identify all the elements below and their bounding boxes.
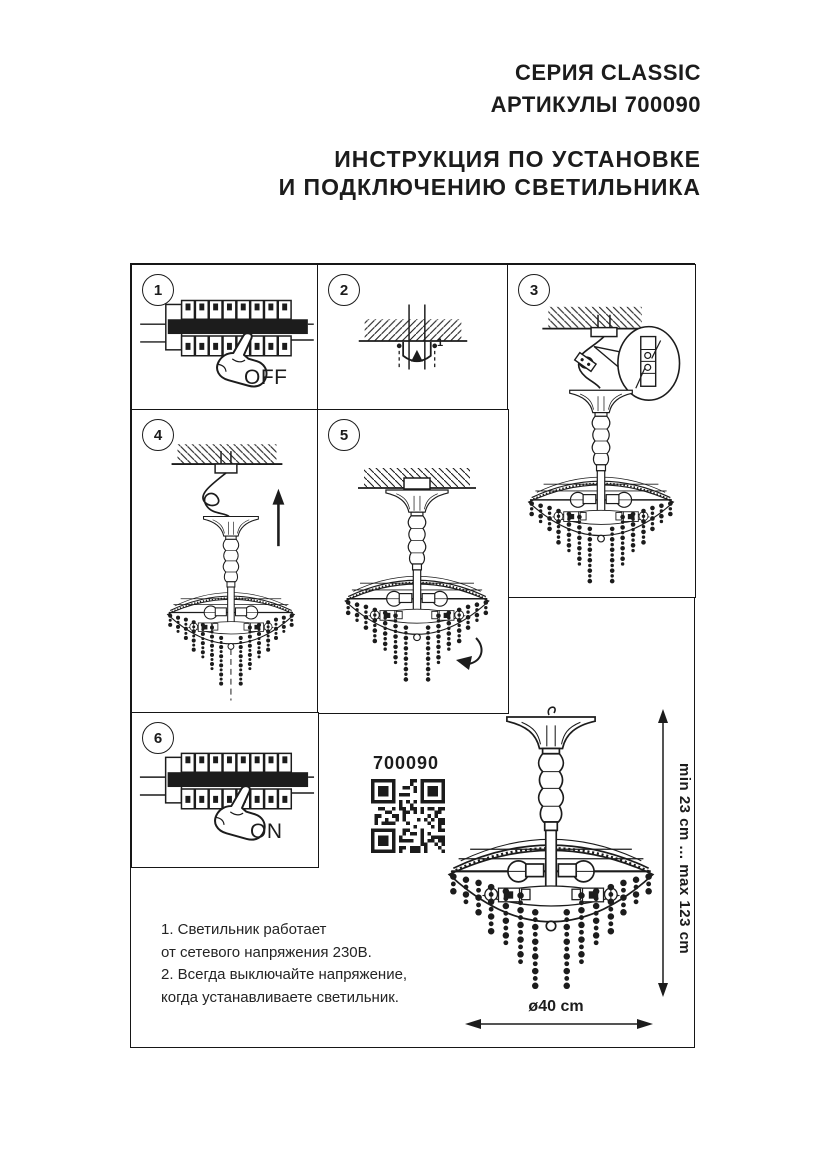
canopy-hook xyxy=(548,707,555,715)
note-line: от сетевого напряжения 230В. xyxy=(161,943,372,961)
step-panel-4 xyxy=(131,409,319,714)
ceiling-mount-plate xyxy=(404,478,430,489)
diameter-dimension-line xyxy=(465,1019,653,1029)
power-off-label: OFF xyxy=(244,366,288,389)
step-panel-3 xyxy=(507,264,696,598)
ceiling-mount-plate xyxy=(215,464,237,473)
height-dimension-label: min 23 cm ... max 123 cm xyxy=(676,763,693,955)
article-number: 700090 xyxy=(373,753,440,773)
breaker-strip xyxy=(140,301,314,356)
power-wire xyxy=(203,473,229,517)
step-panel-5 xyxy=(317,409,509,714)
chandelier-drawing xyxy=(449,717,653,989)
ceiling-hatch xyxy=(178,444,277,464)
instruction-title-line1: ИНСТРУКЦИЯ ПО УСТАНОВКЕ xyxy=(334,146,701,172)
power-on-label: ON xyxy=(250,820,283,843)
step-panel-2 xyxy=(317,264,509,411)
step-number-badge xyxy=(142,722,174,754)
ceiling-hatch xyxy=(365,319,462,341)
wiring-connection-drawing xyxy=(508,265,695,597)
step-number: 1 xyxy=(153,281,163,299)
step-number-badge xyxy=(328,419,360,451)
step-number-badge xyxy=(328,274,360,306)
note-line: 2. Всегда выключайте напряжение, xyxy=(161,966,408,983)
note-line: когда устанавливаете светильник. xyxy=(161,988,399,1006)
chandelier-drawing xyxy=(345,490,489,682)
ceiling-hatch xyxy=(548,307,641,329)
up-arrow-icon xyxy=(411,350,423,362)
step-panel-1 xyxy=(131,264,319,411)
step-number-badge xyxy=(142,274,174,306)
chandelier-drawing xyxy=(529,390,674,583)
step-number-badge xyxy=(518,274,550,306)
bracket-detail-label: 1 xyxy=(437,337,444,349)
step-number-badge xyxy=(142,419,174,451)
step-number: 5 xyxy=(339,426,349,444)
step-number: 3 xyxy=(529,281,539,299)
diagram-board xyxy=(130,263,695,1048)
note-line: 1. Светильник работает xyxy=(161,921,327,938)
ceiling-mount-plate xyxy=(591,328,617,337)
step-number: 4 xyxy=(153,426,163,444)
step-number: 2 xyxy=(339,281,349,299)
mounted-chandelier-drawing xyxy=(318,410,508,713)
diameter-dimension-label: ø40 cm xyxy=(528,998,584,1015)
lift-chandelier-drawing xyxy=(132,410,318,713)
article-title: АРТИКУЛЫ 700090 xyxy=(490,92,701,117)
up-arrow-icon xyxy=(272,489,284,505)
instruction-title-line2: И ПОДКЛЮЧЕНИЮ СВЕТИЛЬНИКА xyxy=(278,174,701,200)
safety-notes xyxy=(161,919,407,1009)
series-title: СЕРИЯ CLASSIC xyxy=(514,60,701,85)
step-number: 6 xyxy=(153,729,163,747)
